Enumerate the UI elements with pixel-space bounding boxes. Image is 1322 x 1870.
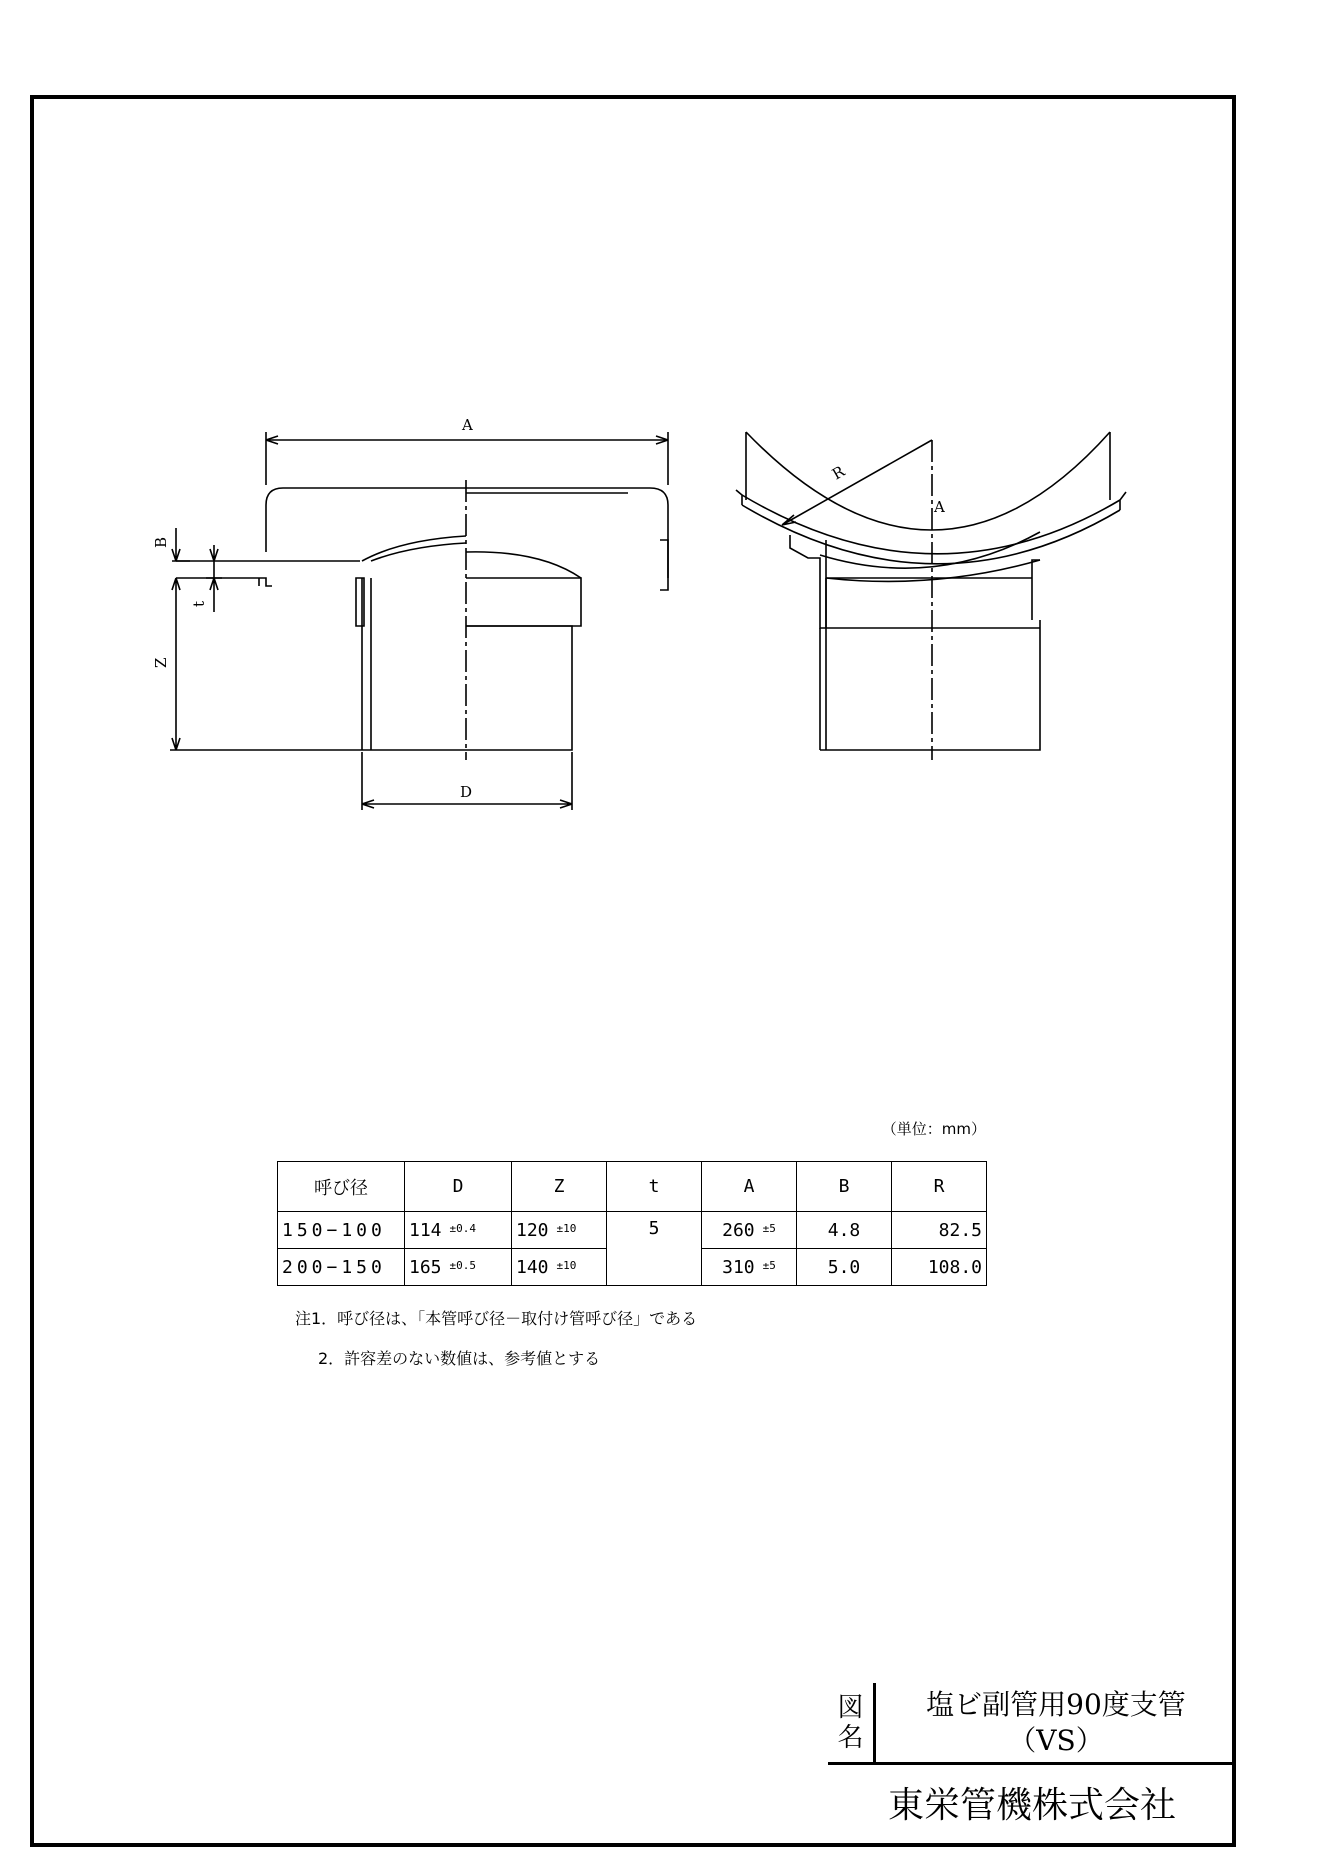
value: 165 <box>409 1256 442 1278</box>
label-a-side: A <box>462 416 473 434</box>
radius-line <box>782 440 932 525</box>
side-view <box>170 432 668 810</box>
front-pipe-top <box>826 578 1040 628</box>
tolerance: ±10 <box>556 1221 577 1235</box>
left-bracket <box>790 535 826 628</box>
branch-ring-2 <box>820 532 1040 568</box>
saddle-arc-inner <box>742 495 1120 554</box>
note-2: 2．許容差のない数値は、参考値とする <box>318 1349 601 1368</box>
cell-z <box>512 1212 607 1249</box>
header-size: 呼び径 <box>278 1162 405 1212</box>
cell-size: 200−150 <box>278 1249 405 1286</box>
cell-z <box>512 1249 607 1286</box>
label-b: B <box>152 536 170 548</box>
dim-b-line <box>172 528 190 561</box>
cell-b: 4.8 <box>797 1212 892 1249</box>
cell-a <box>702 1212 797 1249</box>
value: 140 <box>516 1256 549 1278</box>
cell-d <box>405 1212 512 1249</box>
pipe-upper-block <box>466 578 581 626</box>
dim-d-line <box>362 752 572 810</box>
label-t: t <box>190 600 208 607</box>
drawing-title <box>876 1683 1236 1765</box>
cell-size: 150−100 <box>278 1212 405 1249</box>
saddle-lips <box>736 490 1126 510</box>
label-a-front: A <box>934 498 945 516</box>
dome-right <box>466 552 581 578</box>
dome-left-inner <box>371 543 466 561</box>
header-b: B <box>797 1162 892 1212</box>
tolerance: ±5 <box>762 1221 776 1235</box>
value: 260 <box>722 1219 755 1241</box>
header-t: t <box>607 1162 702 1212</box>
title-line-1: 塩ビ副管用90度支管 <box>926 1688 1186 1721</box>
label-z: Z <box>152 657 170 668</box>
label-d: D <box>460 783 473 801</box>
company-name: 東栄管機株式会社 <box>887 1785 1176 1826</box>
value: 114 <box>409 1219 442 1241</box>
saddle-arc-inner2 <box>742 505 1120 564</box>
right-clip <box>660 540 668 590</box>
title-block <box>828 1683 1236 1847</box>
front-pipe <box>820 560 1040 750</box>
table-row <box>278 1212 987 1249</box>
title-line-2: （VS） <box>1008 1724 1104 1757</box>
cell-a <box>702 1249 797 1286</box>
dim-t-line <box>206 545 222 612</box>
header-r: R <box>892 1162 987 1212</box>
value: 120 <box>516 1219 549 1241</box>
cell-d <box>405 1249 512 1286</box>
dim-a-line <box>266 432 668 485</box>
tolerance: ±10 <box>556 1258 577 1272</box>
label-line-2: 名 <box>837 1723 864 1753</box>
pipe-body <box>362 578 572 750</box>
saddle-outline <box>266 488 668 578</box>
tolerance: ±0.5 <box>449 1258 477 1272</box>
cell-t: 5 <box>607 1212 702 1286</box>
table-header-row <box>278 1162 987 1212</box>
title-block-label <box>828 1683 876 1765</box>
note-1: 注1．呼び径は、「本管呼び径－取付け管呼び径」である <box>295 1309 698 1328</box>
header-d: D <box>405 1162 512 1212</box>
cell-r: 82.5 <box>892 1212 987 1249</box>
label-r: R <box>829 462 848 484</box>
header-a: A <box>702 1162 797 1212</box>
cell-r: 108.0 <box>892 1249 987 1286</box>
tolerance: ±5 <box>762 1258 776 1272</box>
label-line-1: 図 <box>837 1693 864 1723</box>
flange-line <box>176 561 360 586</box>
tolerance: ±0.4 <box>449 1221 477 1235</box>
header-z: Z <box>512 1162 607 1212</box>
unit-note: （単位：mm） <box>881 1120 986 1138</box>
cell-b: 5.0 <box>797 1249 892 1286</box>
spec-table <box>277 1161 987 1286</box>
value: 310 <box>722 1256 755 1278</box>
front-view <box>736 432 1126 760</box>
